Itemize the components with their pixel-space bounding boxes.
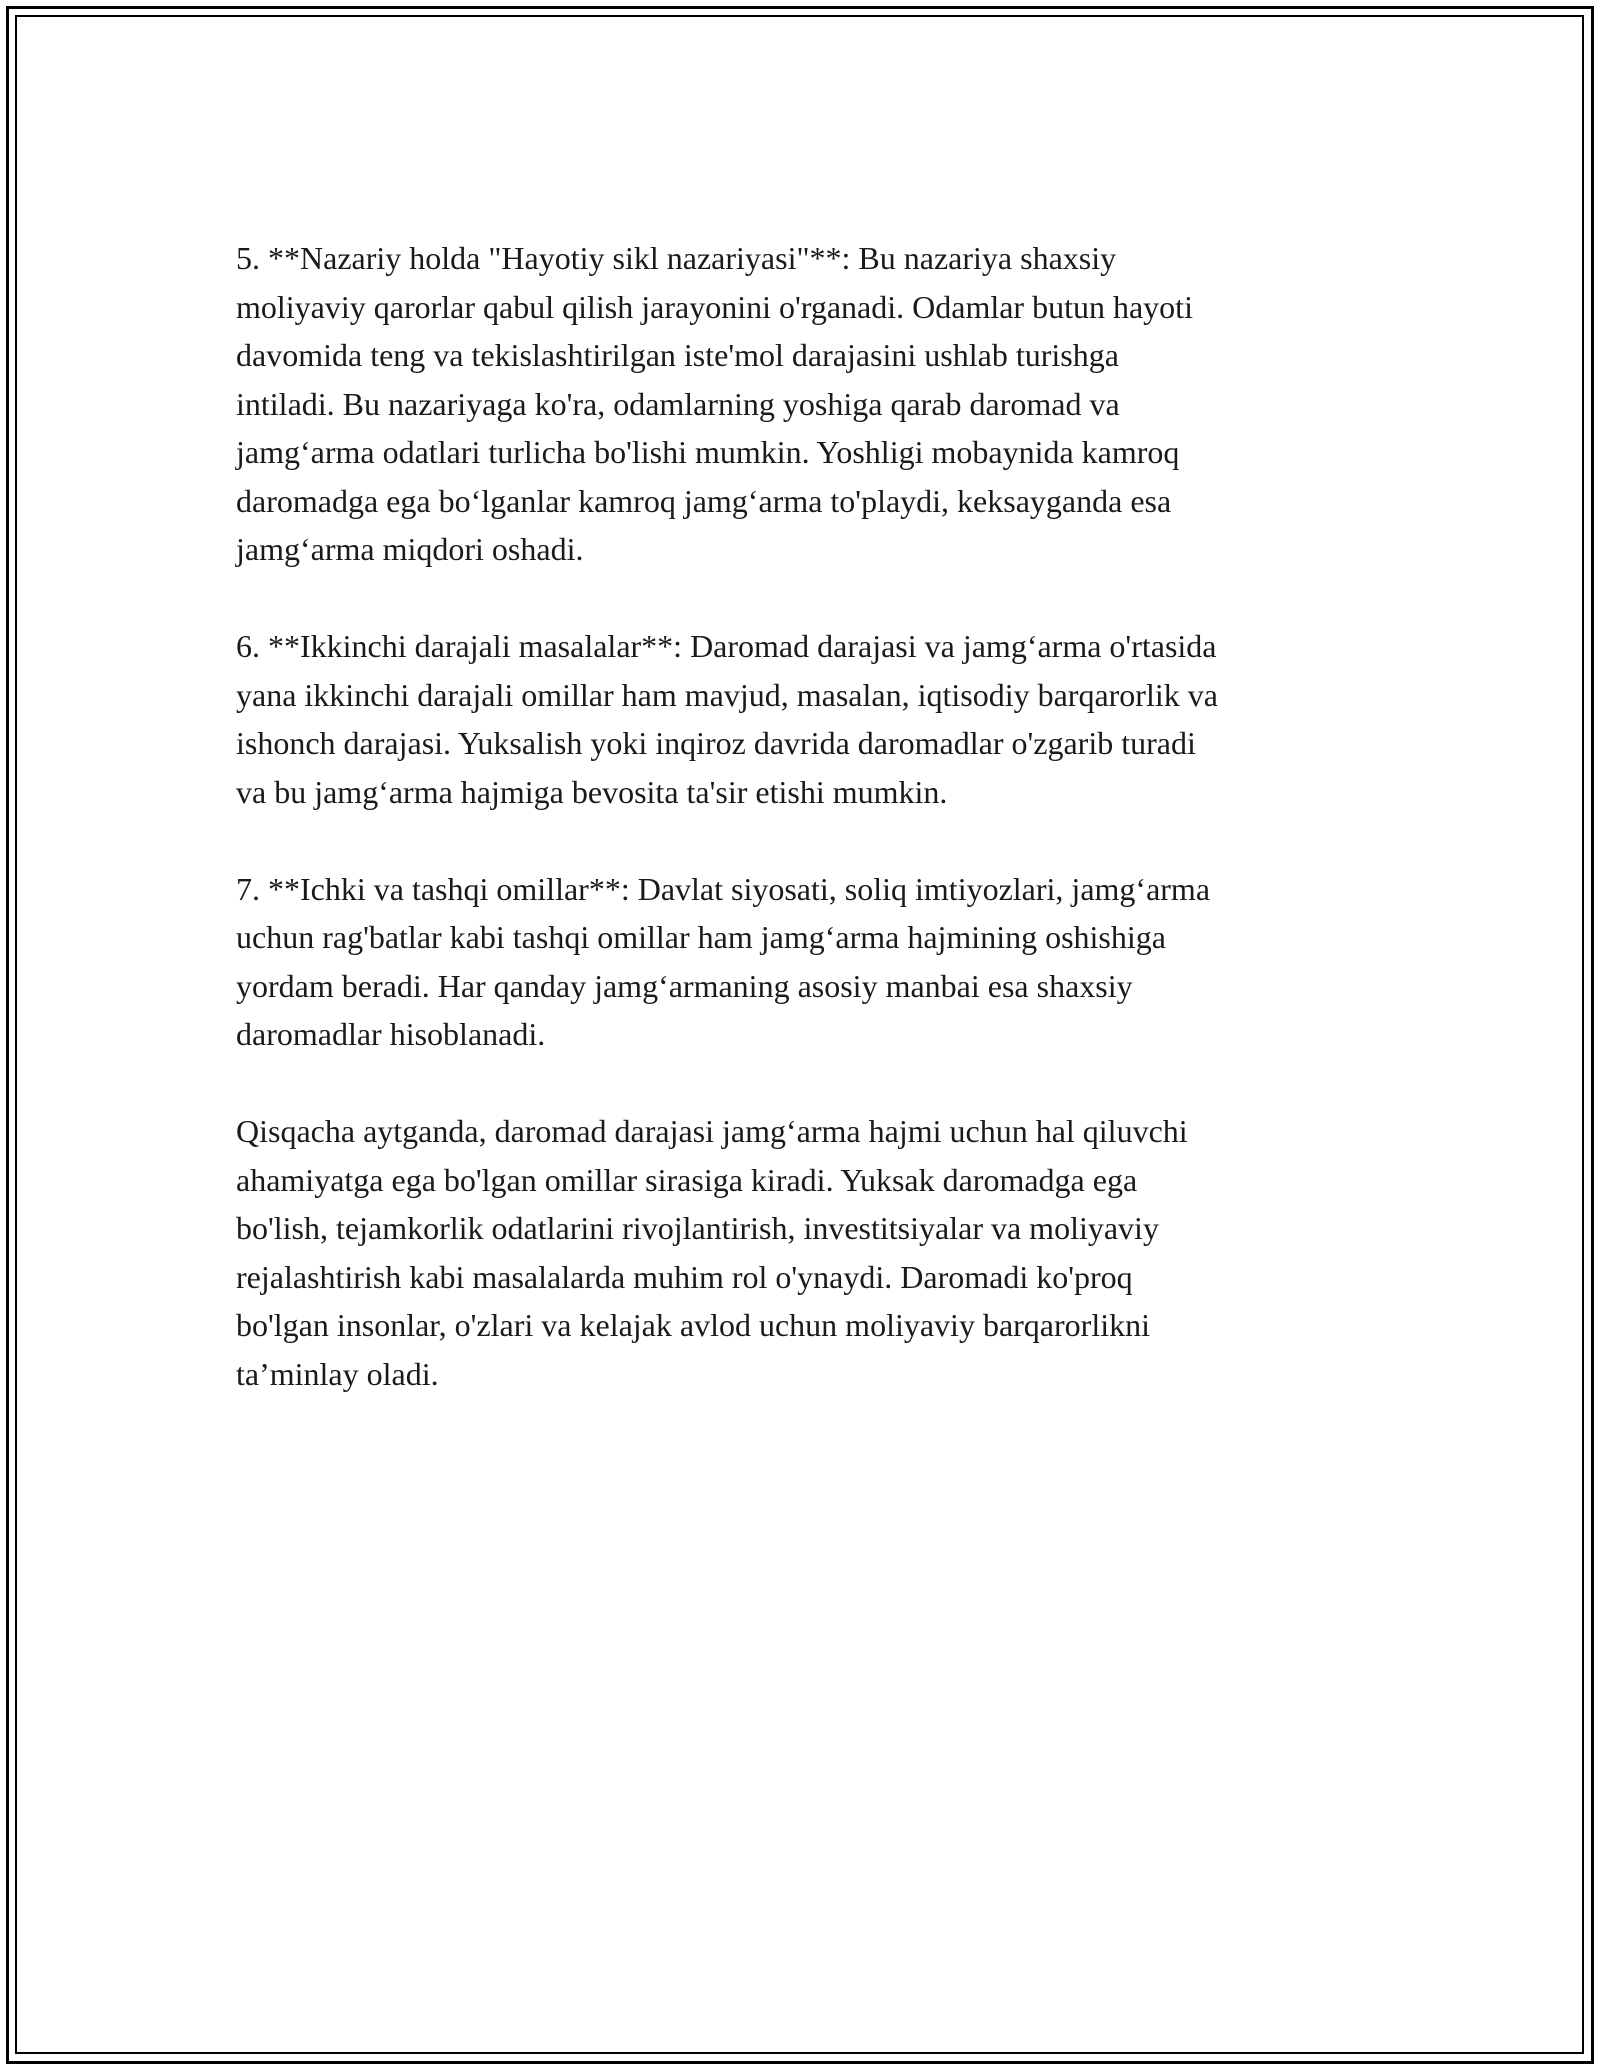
paragraph-internal-external-factors: 7. **Ichki va tashqi omillar**: Davlat siyosati, soliq imtiyozlari, jamg‘arma uchun rag'batlar kabi tashqi omillar ham jamg‘arma hajmining oshishiga yordam beradi. Har qanday jamg‘armaning asosiy manbai esa shaxsiy daromadlar hisoblanadi. xyxy=(236,870,1211,1052)
paragraph-summary: Qisqacha aytganda, daromad darajasi jamg‘arma hajmi uchun hal qiluvchi ahamiyatga ega bo'lgan omillar sirasiga kiradi. Yuksak daromadga ega bo'lish, tejamkorlik odatlarini rivojlantirish, investitsiyalar va moliyaviy rejalashtirish kabi masalalarda muhim rol o'ynaydi. Daromadi ko'proq bo'lgan insonlar, o'zlari va kelajak avlod uchun moliyaviy barqarorlikni ta’minlay oladi. xyxy=(236,1113,1188,1392)
paragraph-secondary-issues: 6. **Ikkinchi darajali masalalar**: Daromad darajasi va jamg‘arma o'rtasida yana ikkinchi darajali omillar ham mavjud, masalan, iqtisodiy barqarorlik va ishonch darajasi. Yuksalish yoki inqiroz davrida daromadlar o'zgarib turadi va bu jamg‘arma hajmiga bevosita ta'sir etishi mumkin. xyxy=(236,628,1218,810)
document-body xyxy=(236,234,1396,1398)
paragraph-life-cycle-theory: 5. **Nazariy holda "Hayotiy sikl nazariyasi"**: Bu nazariya shaxsiy moliyaviy qarorlar qabul qilish jarayonini o'rganadi. Odamlar butun hayoti davomida teng va tekislashtirilgan iste'mol darajasini ushlab turishga intiladi. Bu nazariyaga ko'ra, odamlarning yoshiga qarab daromad va jamg‘arma odatlari turlicha bo'lishi mumkin. Yoshligi mobaynida kamroq daromadga ega bo‘lganlar kamroq jamg‘arma to'playdi, keksayganda esa jamg‘arma miqdori oshadi. xyxy=(236,240,1193,567)
